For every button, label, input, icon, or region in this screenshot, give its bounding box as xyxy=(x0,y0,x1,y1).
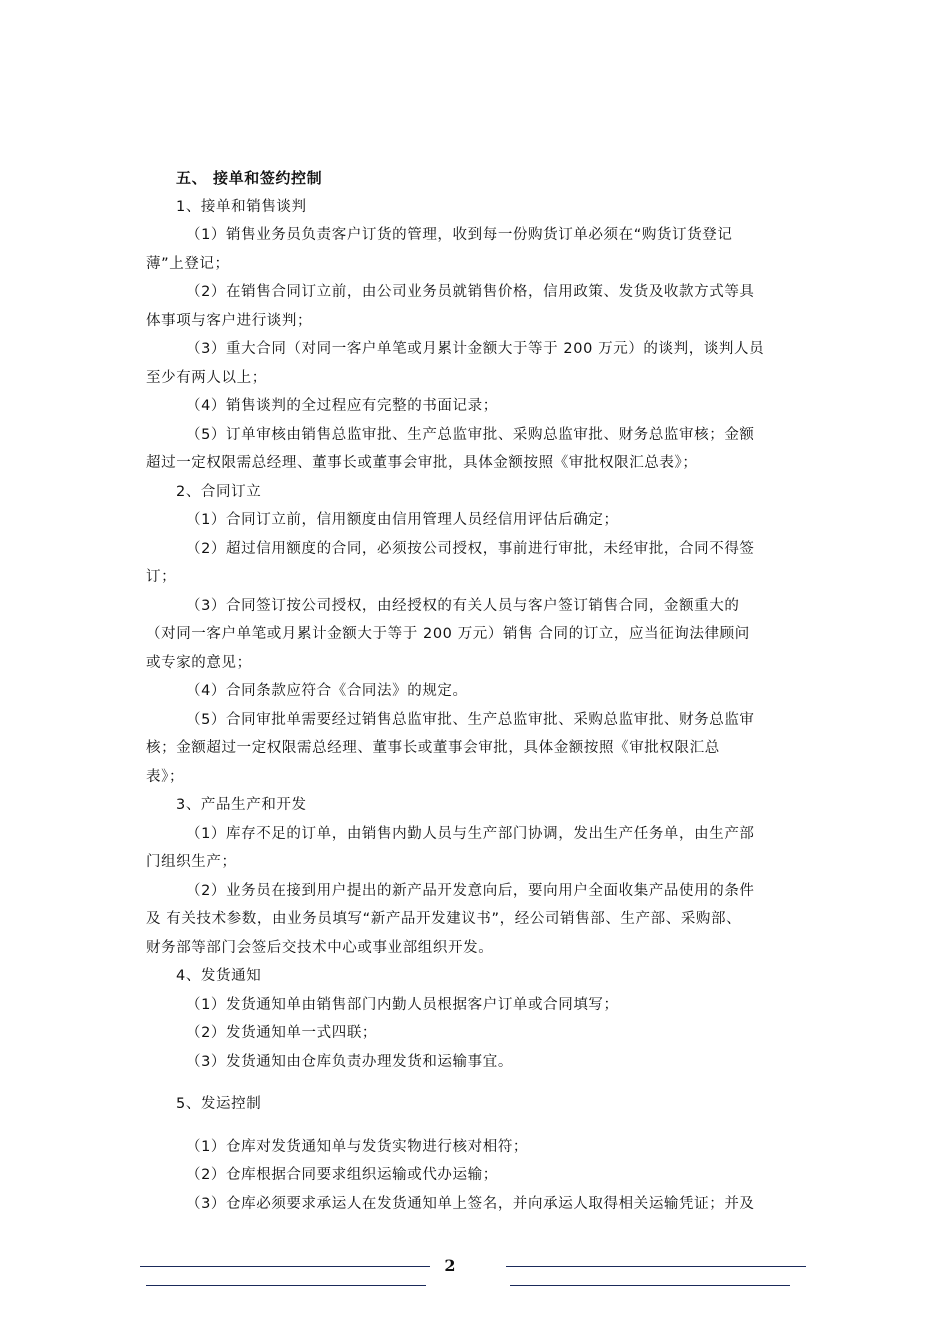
body-line: 或专家的意见； xyxy=(146,654,252,671)
body-line: （1）发货通知单由销售部门内勤人员根据客户订单或合同填写； xyxy=(186,996,619,1013)
body-line: 订； xyxy=(146,569,177,585)
subsection-title: 3、产品生产和开发 xyxy=(176,797,307,813)
body-line: （3）仓库必须要求承运人在发货通知单上签名，并向承运人取得相关运输凭证；并及 xyxy=(186,1195,755,1212)
page-footer xyxy=(0,1252,950,1292)
body-line: （2）仓库根据合同要求组织运输或代办运输； xyxy=(186,1167,498,1183)
body-line: （5）合同审批单需要经过销售总监审批、生产总监审批、采购总监审批、财务总监审 xyxy=(186,711,755,728)
body-line: （1）合同订立前，信用额度由信用管理人员经信用评估后确定； xyxy=(186,512,619,528)
body-line: （2）超过信用额度的合同，必须按公司授权，事前进行审批，未经审批，合同不得签 xyxy=(186,540,755,557)
footer-rule-right-bottom xyxy=(510,1285,790,1286)
body-line: 超过一定权限需总经理、董事长或董事会审批，具体金额按照《审批权限汇总表》； xyxy=(146,455,698,471)
subsection-title: 2、合同订立 xyxy=(176,483,262,500)
footer-rule-left-top xyxy=(140,1266,430,1267)
body-line: （2）在销售合同订立前，由公司业务员就销售价格，信用政策、发货及收款方式等具 xyxy=(186,284,755,300)
body-line: （4）销售谈判的全过程应有完整的书面记录； xyxy=(186,398,498,414)
body-line: （2）业务员在接到用户提出的新产品开发意向后，要向用户全面收集产品使用的条件 xyxy=(186,882,755,899)
body-line: 及 有关技术参数，由业务员填写“新产品开发建议书”，经公司销售部、生产部、采购部、 xyxy=(146,911,742,927)
subsection-title: 1、接单和销售谈判 xyxy=(176,198,307,215)
body-line: 至少有两人以上； xyxy=(146,369,267,386)
document-body xyxy=(146,164,812,1218)
body-line: （4）合同条款应符合《合同法》的规定。 xyxy=(186,683,468,699)
body-line: （1）库存不足的订单，由销售内勤人员与生产部门协调，发出生产任务单，由生产部 xyxy=(186,825,755,842)
section-heading: 五、 接单和签约控制 xyxy=(176,169,323,187)
body-line: 核；金额超过一定权限需总经理、董事长或董事会审批，具体金额按照《审批权限汇总 xyxy=(146,740,720,756)
body-line: （3）重大合同（对同一客户单笔或月累计金额大于等于 200 万元）的谈判，谈判人员 xyxy=(186,341,765,357)
subsection-title: 4、发货通知 xyxy=(176,968,262,984)
body-line: （对同一客户单笔或月累计金额大于等于 200 万元）销售 合同的订立，应当征询法律顾问 xyxy=(146,626,750,642)
body-line: 门组织生产； xyxy=(146,854,237,870)
body-line: （3）合同签订按公司授权，由经授权的有关人员与客户签订销售合同，金额重大的 xyxy=(186,597,740,614)
footer-rule-left-bottom xyxy=(146,1285,426,1286)
section-lines xyxy=(146,193,812,1219)
body-line: （5）订单审核由销售总监审批、生产总监审批、采购总监审批、财务总监审核；金额 xyxy=(186,426,755,443)
body-line: 体事项与客户进行谈判； xyxy=(146,312,313,329)
body-line: 财务部等部门会签后交技术中心或事业部组织开发。 xyxy=(146,939,494,956)
body-line: （3）发货通知由仓库负责办理发货和运输事宜。 xyxy=(186,1053,513,1070)
body-line: （1）销售业务员负责客户订货的管理，收到每一份购货订单必须在“购货订货登记 xyxy=(186,227,733,243)
paragraph-gap xyxy=(146,1076,812,1090)
body-line: 表》； xyxy=(146,768,185,785)
paragraph-gap xyxy=(146,1119,812,1133)
page-number: 2 xyxy=(444,1256,456,1275)
footer-rule-right-top xyxy=(506,1266,806,1267)
subsection-title: 5、发运控制 xyxy=(176,1096,262,1112)
body-line: （1）仓库对发货通知单与发货实物进行核对相符； xyxy=(186,1138,529,1155)
body-line: 薄”上登记； xyxy=(146,255,230,272)
body-line: （2）发货通知单一式四联； xyxy=(186,1025,378,1041)
